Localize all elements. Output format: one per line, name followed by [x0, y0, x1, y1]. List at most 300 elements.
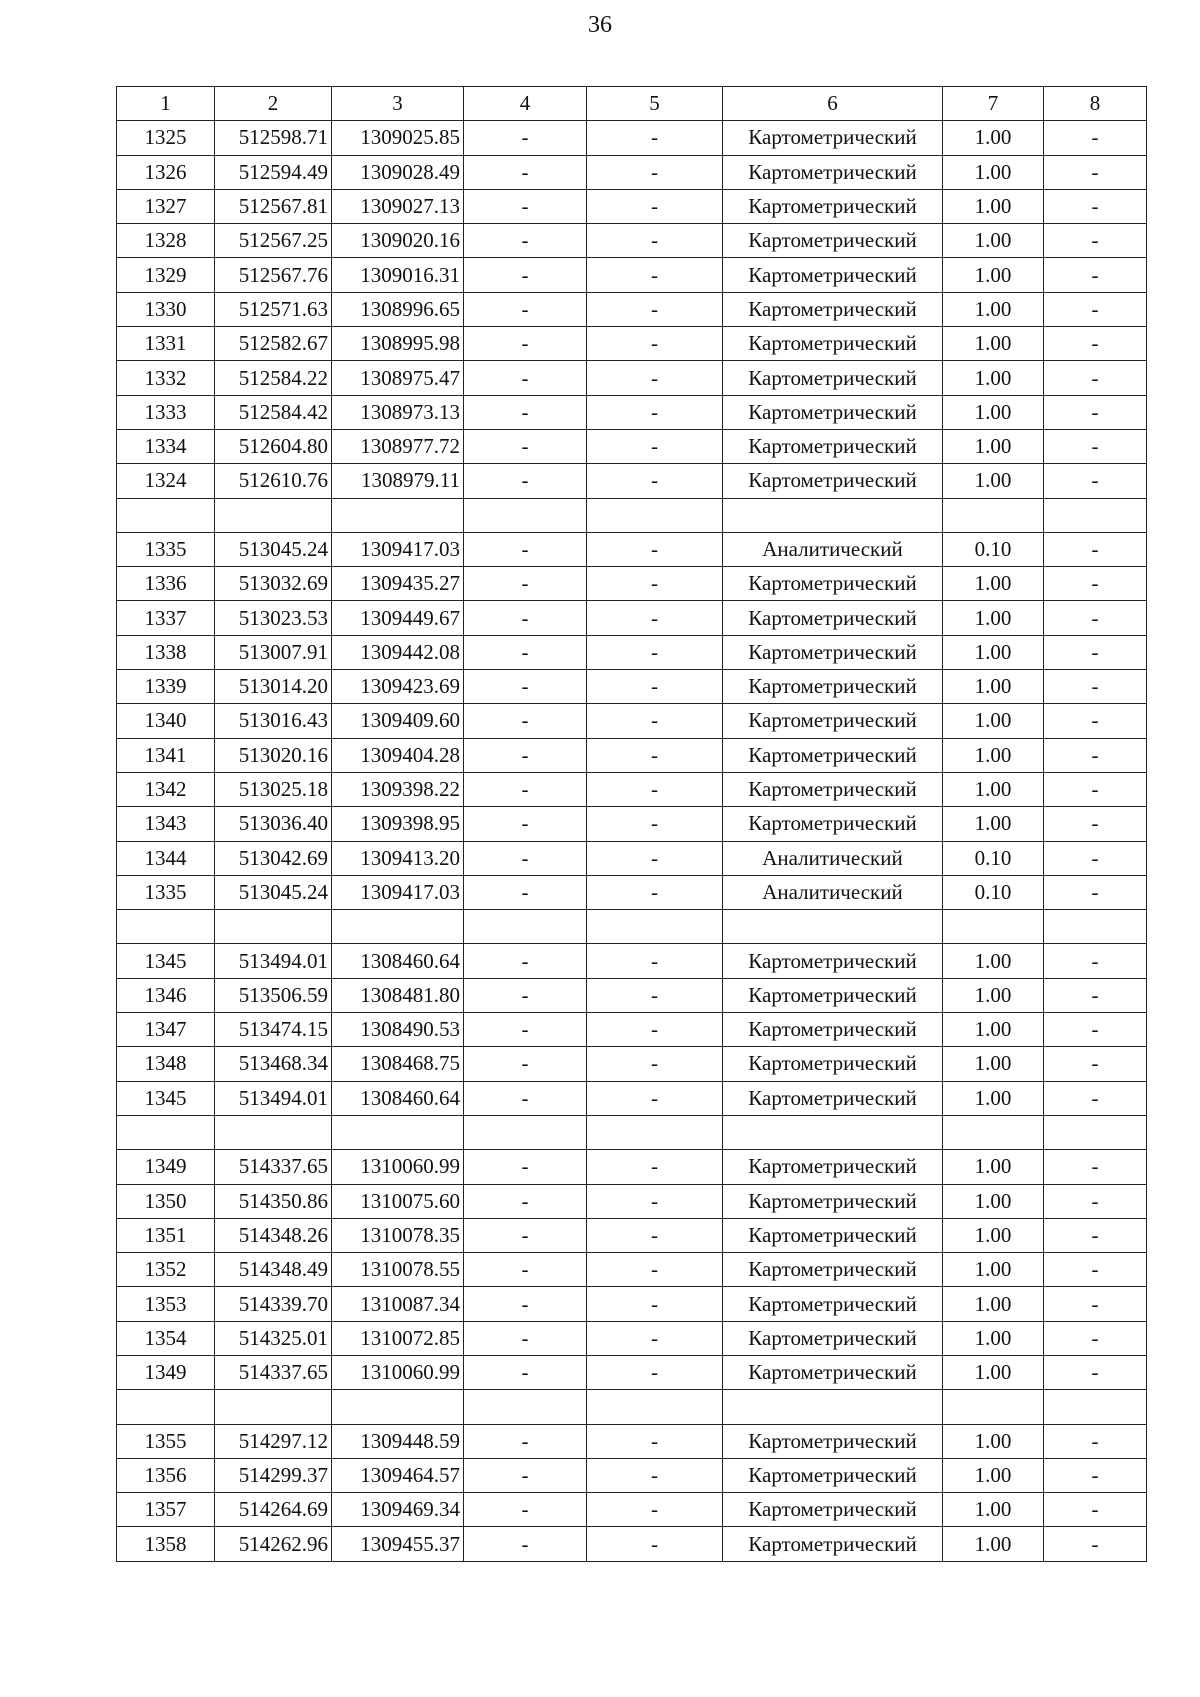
point-number-cell: 1325 [117, 121, 215, 155]
separator-row [117, 498, 1147, 532]
accuracy-cell: 1.00 [943, 738, 1044, 772]
method-cell: Картометрический [723, 258, 943, 292]
column-header: 7 [943, 87, 1044, 121]
page-number: 36 [588, 12, 612, 38]
column-8-cell [1044, 1115, 1147, 1149]
accuracy-cell: 1.00 [943, 1150, 1044, 1184]
table-row [117, 292, 1147, 326]
x-coordinate-cell: 513016.43 [215, 704, 332, 738]
table-row [117, 944, 1147, 978]
column-4-cell: - [464, 704, 587, 738]
table-row [117, 704, 1147, 738]
column-8-cell: - [1044, 1355, 1147, 1389]
method-cell: Картометрический [723, 155, 943, 189]
column-5-cell: - [587, 1150, 723, 1184]
x-coordinate-cell: 513036.40 [215, 807, 332, 841]
x-coordinate-cell: 513032.69 [215, 567, 332, 601]
method-cell: Картометрический [723, 704, 943, 738]
table-row [117, 1218, 1147, 1252]
column-4-cell: - [464, 1287, 587, 1321]
column-4-cell: - [464, 361, 587, 395]
x-coordinate-cell: 514339.70 [215, 1287, 332, 1321]
column-5-cell [587, 498, 723, 532]
point-number-cell: 1330 [117, 292, 215, 326]
method-cell: Картометрический [723, 1218, 943, 1252]
column-5-cell [587, 910, 723, 944]
table-row [117, 738, 1147, 772]
column-8-cell: - [1044, 1287, 1147, 1321]
column-5-cell: - [587, 429, 723, 463]
point-number-cell: 1328 [117, 224, 215, 258]
accuracy-cell: 1.00 [943, 224, 1044, 258]
accuracy-cell: 1.00 [943, 944, 1044, 978]
table-row [117, 1287, 1147, 1321]
column-4-cell: - [464, 1253, 587, 1287]
table-row [117, 429, 1147, 463]
table-row [117, 1493, 1147, 1527]
column-4-cell: - [464, 567, 587, 601]
column-8-cell: - [1044, 1458, 1147, 1492]
table-row [117, 1081, 1147, 1115]
x-coordinate-cell: 513494.01 [215, 1081, 332, 1115]
column-4-cell [464, 1115, 587, 1149]
column-header: 6 [723, 87, 943, 121]
method-cell: Картометрический [723, 224, 943, 258]
column-8-cell [1044, 498, 1147, 532]
column-5-cell: - [587, 875, 723, 909]
point-number-cell: 1350 [117, 1184, 215, 1218]
accuracy-cell: 1.00 [943, 395, 1044, 429]
column-8-cell: - [1044, 224, 1147, 258]
table-row [117, 1424, 1147, 1458]
x-coordinate-cell [215, 498, 332, 532]
x-coordinate-cell: 512598.71 [215, 121, 332, 155]
column-5-cell [587, 1115, 723, 1149]
method-cell: Картометрический [723, 1184, 943, 1218]
table-row [117, 875, 1147, 909]
x-coordinate-cell: 514348.49 [215, 1253, 332, 1287]
y-coordinate-cell: 1309409.60 [332, 704, 464, 738]
accuracy-cell: 1.00 [943, 704, 1044, 738]
method-cell: Картометрический [723, 772, 943, 806]
column-4-cell: - [464, 429, 587, 463]
column-8-cell: - [1044, 1047, 1147, 1081]
y-coordinate-cell: 1310087.34 [332, 1287, 464, 1321]
point-number-cell: 1340 [117, 704, 215, 738]
method-cell: Картометрический [723, 429, 943, 463]
column-5-cell: - [587, 567, 723, 601]
column-4-cell: - [464, 1218, 587, 1252]
accuracy-cell: 1.00 [943, 1218, 1044, 1252]
column-4-cell: - [464, 189, 587, 223]
table-row [117, 1047, 1147, 1081]
x-coordinate-cell: 512610.76 [215, 464, 332, 498]
y-coordinate-cell [332, 1115, 464, 1149]
x-coordinate-cell: 513494.01 [215, 944, 332, 978]
y-coordinate-cell: 1309020.16 [332, 224, 464, 258]
accuracy-cell: 1.00 [943, 670, 1044, 704]
table-row [117, 807, 1147, 841]
y-coordinate-cell: 1309449.67 [332, 601, 464, 635]
y-coordinate-cell: 1309464.57 [332, 1458, 464, 1492]
column-4-cell: - [464, 121, 587, 155]
column-8-cell: - [1044, 1493, 1147, 1527]
table-header-row [117, 87, 1147, 121]
accuracy-cell: 1.00 [943, 1184, 1044, 1218]
x-coordinate-cell: 513045.24 [215, 532, 332, 566]
point-number-cell: 1346 [117, 978, 215, 1012]
y-coordinate-cell: 1308460.64 [332, 1081, 464, 1115]
method-cell: Аналитический [723, 875, 943, 909]
x-coordinate-cell [215, 1390, 332, 1424]
method-cell: Картометрический [723, 189, 943, 223]
y-coordinate-cell: 1309469.34 [332, 1493, 464, 1527]
x-coordinate-cell: 513468.34 [215, 1047, 332, 1081]
column-header: 5 [587, 87, 723, 121]
point-number-cell: 1348 [117, 1047, 215, 1081]
y-coordinate-cell: 1308973.13 [332, 395, 464, 429]
column-8-cell: - [1044, 635, 1147, 669]
column-8-cell [1044, 910, 1147, 944]
column-4-cell: - [464, 1047, 587, 1081]
method-cell: Картометрический [723, 361, 943, 395]
x-coordinate-cell: 512567.76 [215, 258, 332, 292]
y-coordinate-cell: 1309016.31 [332, 258, 464, 292]
y-coordinate-cell: 1309423.69 [332, 670, 464, 704]
method-cell: Аналитический [723, 841, 943, 875]
column-4-cell: - [464, 875, 587, 909]
x-coordinate-cell: 513007.91 [215, 635, 332, 669]
accuracy-cell: 1.00 [943, 429, 1044, 463]
accuracy-cell: 1.00 [943, 772, 1044, 806]
y-coordinate-cell: 1308979.11 [332, 464, 464, 498]
y-coordinate-cell: 1308490.53 [332, 1013, 464, 1047]
point-number-cell: 1353 [117, 1287, 215, 1321]
column-5-cell: - [587, 1013, 723, 1047]
column-4-cell: - [464, 1458, 587, 1492]
table-row [117, 258, 1147, 292]
y-coordinate-cell: 1310078.35 [332, 1218, 464, 1252]
method-cell: Аналитический [723, 532, 943, 566]
accuracy-cell [943, 1390, 1044, 1424]
point-number-cell: 1349 [117, 1150, 215, 1184]
column-4-cell: - [464, 807, 587, 841]
column-header: 3 [332, 87, 464, 121]
y-coordinate-cell: 1309417.03 [332, 532, 464, 566]
point-number-cell [117, 910, 215, 944]
column-8-cell: - [1044, 841, 1147, 875]
x-coordinate-cell: 514262.96 [215, 1527, 332, 1561]
accuracy-cell: 1.00 [943, 1013, 1044, 1047]
x-coordinate-cell: 514325.01 [215, 1321, 332, 1355]
accuracy-cell: 1.00 [943, 1527, 1044, 1561]
point-number-cell: 1327 [117, 189, 215, 223]
y-coordinate-cell: 1309455.37 [332, 1527, 464, 1561]
point-number-cell: 1326 [117, 155, 215, 189]
accuracy-cell: 0.10 [943, 875, 1044, 909]
x-coordinate-cell: 513023.53 [215, 601, 332, 635]
column-5-cell: - [587, 1424, 723, 1458]
method-cell: Картометрический [723, 635, 943, 669]
accuracy-cell: 0.10 [943, 532, 1044, 566]
table-row [117, 121, 1147, 155]
column-4-cell: - [464, 155, 587, 189]
accuracy-cell [943, 498, 1044, 532]
column-5-cell: - [587, 395, 723, 429]
method-cell: Картометрический [723, 395, 943, 429]
point-number-cell: 1345 [117, 944, 215, 978]
table-row [117, 772, 1147, 806]
column-5-cell: - [587, 944, 723, 978]
accuracy-cell: 1.00 [943, 567, 1044, 601]
point-number-cell: 1358 [117, 1527, 215, 1561]
column-5-cell: - [587, 1184, 723, 1218]
y-coordinate-cell: 1310078.55 [332, 1253, 464, 1287]
method-cell: Картометрический [723, 807, 943, 841]
table-row [117, 189, 1147, 223]
y-coordinate-cell: 1308468.75 [332, 1047, 464, 1081]
point-number-cell: 1355 [117, 1424, 215, 1458]
column-4-cell: - [464, 635, 587, 669]
point-number-cell: 1338 [117, 635, 215, 669]
accuracy-cell: 0.10 [943, 841, 1044, 875]
method-cell: Картометрический [723, 292, 943, 326]
column-4-cell: - [464, 258, 587, 292]
x-coordinate-cell: 514297.12 [215, 1424, 332, 1458]
y-coordinate-cell: 1310072.85 [332, 1321, 464, 1355]
column-8-cell: - [1044, 327, 1147, 361]
accuracy-cell: 1.00 [943, 601, 1044, 635]
y-coordinate-cell: 1309398.22 [332, 772, 464, 806]
y-coordinate-cell: 1309442.08 [332, 635, 464, 669]
y-coordinate-cell: 1310075.60 [332, 1184, 464, 1218]
point-number-cell: 1349 [117, 1355, 215, 1389]
table-row [117, 635, 1147, 669]
column-4-cell: - [464, 772, 587, 806]
column-8-cell: - [1044, 361, 1147, 395]
table-row [117, 1013, 1147, 1047]
y-coordinate-cell: 1309435.27 [332, 567, 464, 601]
column-8-cell: - [1044, 1081, 1147, 1115]
column-4-cell: - [464, 1493, 587, 1527]
x-coordinate-cell: 513506.59 [215, 978, 332, 1012]
column-5-cell: - [587, 155, 723, 189]
x-coordinate-cell: 512582.67 [215, 327, 332, 361]
point-number-cell: 1337 [117, 601, 215, 635]
x-coordinate-cell: 514299.37 [215, 1458, 332, 1492]
point-number-cell: 1345 [117, 1081, 215, 1115]
column-8-cell: - [1044, 464, 1147, 498]
y-coordinate-cell: 1310060.99 [332, 1150, 464, 1184]
column-5-cell: - [587, 1218, 723, 1252]
column-8-cell [1044, 1390, 1147, 1424]
column-8-cell: - [1044, 429, 1147, 463]
accuracy-cell: 1.00 [943, 1321, 1044, 1355]
point-number-cell: 1356 [117, 1458, 215, 1492]
column-4-cell: - [464, 1355, 587, 1389]
y-coordinate-cell [332, 910, 464, 944]
method-cell: Картометрический [723, 1081, 943, 1115]
method-cell: Картометрический [723, 1013, 943, 1047]
coordinates-table [116, 86, 1147, 1562]
method-cell [723, 910, 943, 944]
accuracy-cell: 1.00 [943, 361, 1044, 395]
accuracy-cell: 1.00 [943, 1424, 1044, 1458]
y-coordinate-cell: 1309398.95 [332, 807, 464, 841]
point-number-cell [117, 498, 215, 532]
column-4-cell: - [464, 1527, 587, 1561]
accuracy-cell: 1.00 [943, 258, 1044, 292]
column-4-cell: - [464, 1013, 587, 1047]
method-cell: Картометрический [723, 1424, 943, 1458]
column-5-cell: - [587, 1287, 723, 1321]
column-8-cell: - [1044, 738, 1147, 772]
table-row [117, 1527, 1147, 1561]
y-coordinate-cell: 1310060.99 [332, 1355, 464, 1389]
column-5-cell: - [587, 978, 723, 1012]
table-row [117, 464, 1147, 498]
column-4-cell: - [464, 978, 587, 1012]
table-row [117, 670, 1147, 704]
point-number-cell: 1344 [117, 841, 215, 875]
y-coordinate-cell: 1308995.98 [332, 327, 464, 361]
column-4-cell: - [464, 670, 587, 704]
column-8-cell: - [1044, 292, 1147, 326]
point-number-cell: 1347 [117, 1013, 215, 1047]
method-cell: Картометрический [723, 567, 943, 601]
table-row [117, 1321, 1147, 1355]
method-cell [723, 498, 943, 532]
method-cell: Картометрический [723, 1458, 943, 1492]
x-coordinate-cell: 514348.26 [215, 1218, 332, 1252]
column-header: 8 [1044, 87, 1147, 121]
point-number-cell: 1357 [117, 1493, 215, 1527]
x-coordinate-cell: 513045.24 [215, 875, 332, 909]
y-coordinate-cell: 1309404.28 [332, 738, 464, 772]
point-number-cell: 1341 [117, 738, 215, 772]
y-coordinate-cell: 1309028.49 [332, 155, 464, 189]
column-8-cell: - [1044, 704, 1147, 738]
y-coordinate-cell: 1309027.13 [332, 189, 464, 223]
method-cell: Картометрический [723, 601, 943, 635]
table-row [117, 532, 1147, 566]
table-row [117, 1150, 1147, 1184]
method-cell: Картометрический [723, 1253, 943, 1287]
x-coordinate-cell: 514337.65 [215, 1355, 332, 1389]
x-coordinate-cell: 514350.86 [215, 1184, 332, 1218]
column-4-cell [464, 910, 587, 944]
x-coordinate-cell: 513042.69 [215, 841, 332, 875]
method-cell [723, 1390, 943, 1424]
point-number-cell: 1351 [117, 1218, 215, 1252]
column-8-cell: - [1044, 772, 1147, 806]
column-5-cell: - [587, 292, 723, 326]
y-coordinate-cell: 1309417.03 [332, 875, 464, 909]
column-5-cell: - [587, 1355, 723, 1389]
column-8-cell: - [1044, 258, 1147, 292]
separator-row [117, 1390, 1147, 1424]
column-5-cell: - [587, 841, 723, 875]
method-cell: Картометрический [723, 1047, 943, 1081]
table-body [117, 121, 1147, 1561]
accuracy-cell: 1.00 [943, 1047, 1044, 1081]
column-5-cell: - [587, 532, 723, 566]
column-5-cell: - [587, 464, 723, 498]
column-8-cell: - [1044, 1424, 1147, 1458]
x-coordinate-cell: 513025.18 [215, 772, 332, 806]
column-5-cell: - [587, 807, 723, 841]
column-8-cell: - [1044, 1253, 1147, 1287]
point-number-cell: 1329 [117, 258, 215, 292]
y-coordinate-cell [332, 498, 464, 532]
column-4-cell: - [464, 1424, 587, 1458]
method-cell: Картометрический [723, 121, 943, 155]
column-8-cell: - [1044, 807, 1147, 841]
column-5-cell: - [587, 635, 723, 669]
column-4-cell: - [464, 532, 587, 566]
method-cell: Картометрический [723, 327, 943, 361]
x-coordinate-cell: 513020.16 [215, 738, 332, 772]
x-coordinate-cell: 512571.63 [215, 292, 332, 326]
column-8-cell: - [1044, 1527, 1147, 1561]
column-5-cell: - [587, 1321, 723, 1355]
column-4-cell: - [464, 292, 587, 326]
x-coordinate-cell [215, 910, 332, 944]
y-coordinate-cell: 1308481.80 [332, 978, 464, 1012]
y-coordinate-cell [332, 1390, 464, 1424]
column-5-cell: - [587, 704, 723, 738]
table-row [117, 361, 1147, 395]
y-coordinate-cell: 1309448.59 [332, 1424, 464, 1458]
column-8-cell: - [1044, 875, 1147, 909]
column-8-cell: - [1044, 121, 1147, 155]
x-coordinate-cell: 512567.25 [215, 224, 332, 258]
column-header: 1 [117, 87, 215, 121]
column-4-cell: - [464, 601, 587, 635]
column-8-cell: - [1044, 670, 1147, 704]
x-coordinate-cell: 512584.42 [215, 395, 332, 429]
column-8-cell: - [1044, 1184, 1147, 1218]
y-coordinate-cell: 1308996.65 [332, 292, 464, 326]
accuracy-cell: 1.00 [943, 978, 1044, 1012]
x-coordinate-cell: 513474.15 [215, 1013, 332, 1047]
column-4-cell: - [464, 327, 587, 361]
column-8-cell: - [1044, 395, 1147, 429]
column-5-cell: - [587, 1253, 723, 1287]
column-4-cell: - [464, 395, 587, 429]
column-5-cell: - [587, 224, 723, 258]
accuracy-cell: 1.00 [943, 189, 1044, 223]
point-number-cell: 1342 [117, 772, 215, 806]
point-number-cell: 1343 [117, 807, 215, 841]
x-coordinate-cell: 512604.80 [215, 429, 332, 463]
column-5-cell: - [587, 361, 723, 395]
column-4-cell: - [464, 224, 587, 258]
method-cell: Картометрический [723, 738, 943, 772]
column-5-cell: - [587, 327, 723, 361]
column-4-cell: - [464, 1321, 587, 1355]
point-number-cell: 1335 [117, 532, 215, 566]
column-4-cell: - [464, 1150, 587, 1184]
method-cell: Картометрический [723, 1355, 943, 1389]
column-5-cell: - [587, 670, 723, 704]
column-4-cell [464, 498, 587, 532]
y-coordinate-cell: 1308975.47 [332, 361, 464, 395]
point-number-cell: 1331 [117, 327, 215, 361]
point-number-cell: 1336 [117, 567, 215, 601]
point-number-cell: 1354 [117, 1321, 215, 1355]
column-5-cell: - [587, 738, 723, 772]
